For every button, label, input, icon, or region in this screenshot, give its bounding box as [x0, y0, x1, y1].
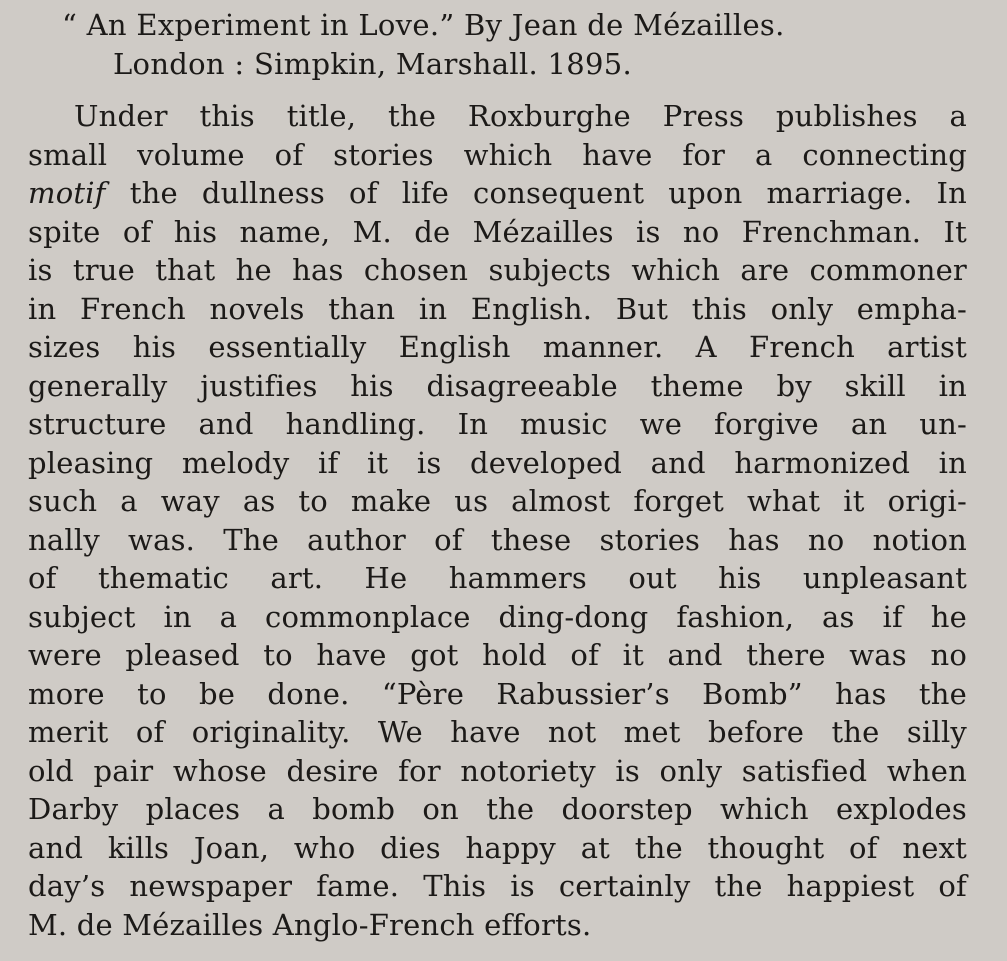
body-line-text: the dullness of life consequent upon marriage. In	[129, 176, 968, 210]
body-line: generally justifies his disagreeable theme by skill in	[28, 368, 967, 403]
body-line: spite of his name, M. de Mézailles is no Frenchman. It	[28, 214, 967, 249]
body-line: small volume of stories which have for a connecting	[28, 137, 967, 172]
body-line: subject in a commonplace ding-dong fashion, as if he	[28, 599, 967, 634]
body-line: of thematic art. He hammers out his unpleasant	[28, 561, 967, 595]
body-line: Darby places a bomb on the doorstep which explodes	[28, 792, 967, 826]
publication-info-line: London : Simpkin, Marshall. 1895.	[113, 46, 633, 81]
body-line: is true that he has chosen subjects which are commoner	[28, 253, 967, 287]
body-line: sizes his essentially English manner. A French artist	[28, 330, 967, 364]
body-line: such a way as to make us almost forget what it origi-	[28, 484, 967, 518]
review-body	[0, 97, 1007, 944]
body-line: old pair whose desire for notoriety is only satisfied when	[28, 753, 967, 788]
review-title-line: “ An Experiment in Love.” By Jean de Mézailles.	[62, 8, 785, 42]
body-line: day’s newspaper fame. This is certainly the happiest of	[28, 869, 967, 903]
body-line: pleasing melody if it is developed and harmonized in	[28, 445, 967, 480]
body-line: in French novels than in English. But this only empha-	[28, 291, 967, 326]
body-line: and kills Joan, who dies happy at the thought of next	[28, 830, 967, 865]
body-line: merit of originality. We have not met before the silly	[28, 715, 967, 749]
body-line-with-italic	[0, 174, 1007, 213]
body-line: more to be done. “Père Rabussier’s Bomb” has the	[28, 676, 967, 711]
body-line: Under this title, the Roxburghe Press publishes a	[74, 99, 967, 133]
body-line: nally was. The author of these stories has no notion	[28, 522, 967, 557]
body-line: structure and handling. In music we forgive an un-	[28, 407, 967, 441]
body-line: were pleased to have got hold of it and there was no	[28, 638, 967, 672]
italic-word: motif	[28, 176, 106, 210]
body-line-last: M. de Mézailles Anglo-French efforts.	[28, 907, 592, 942]
